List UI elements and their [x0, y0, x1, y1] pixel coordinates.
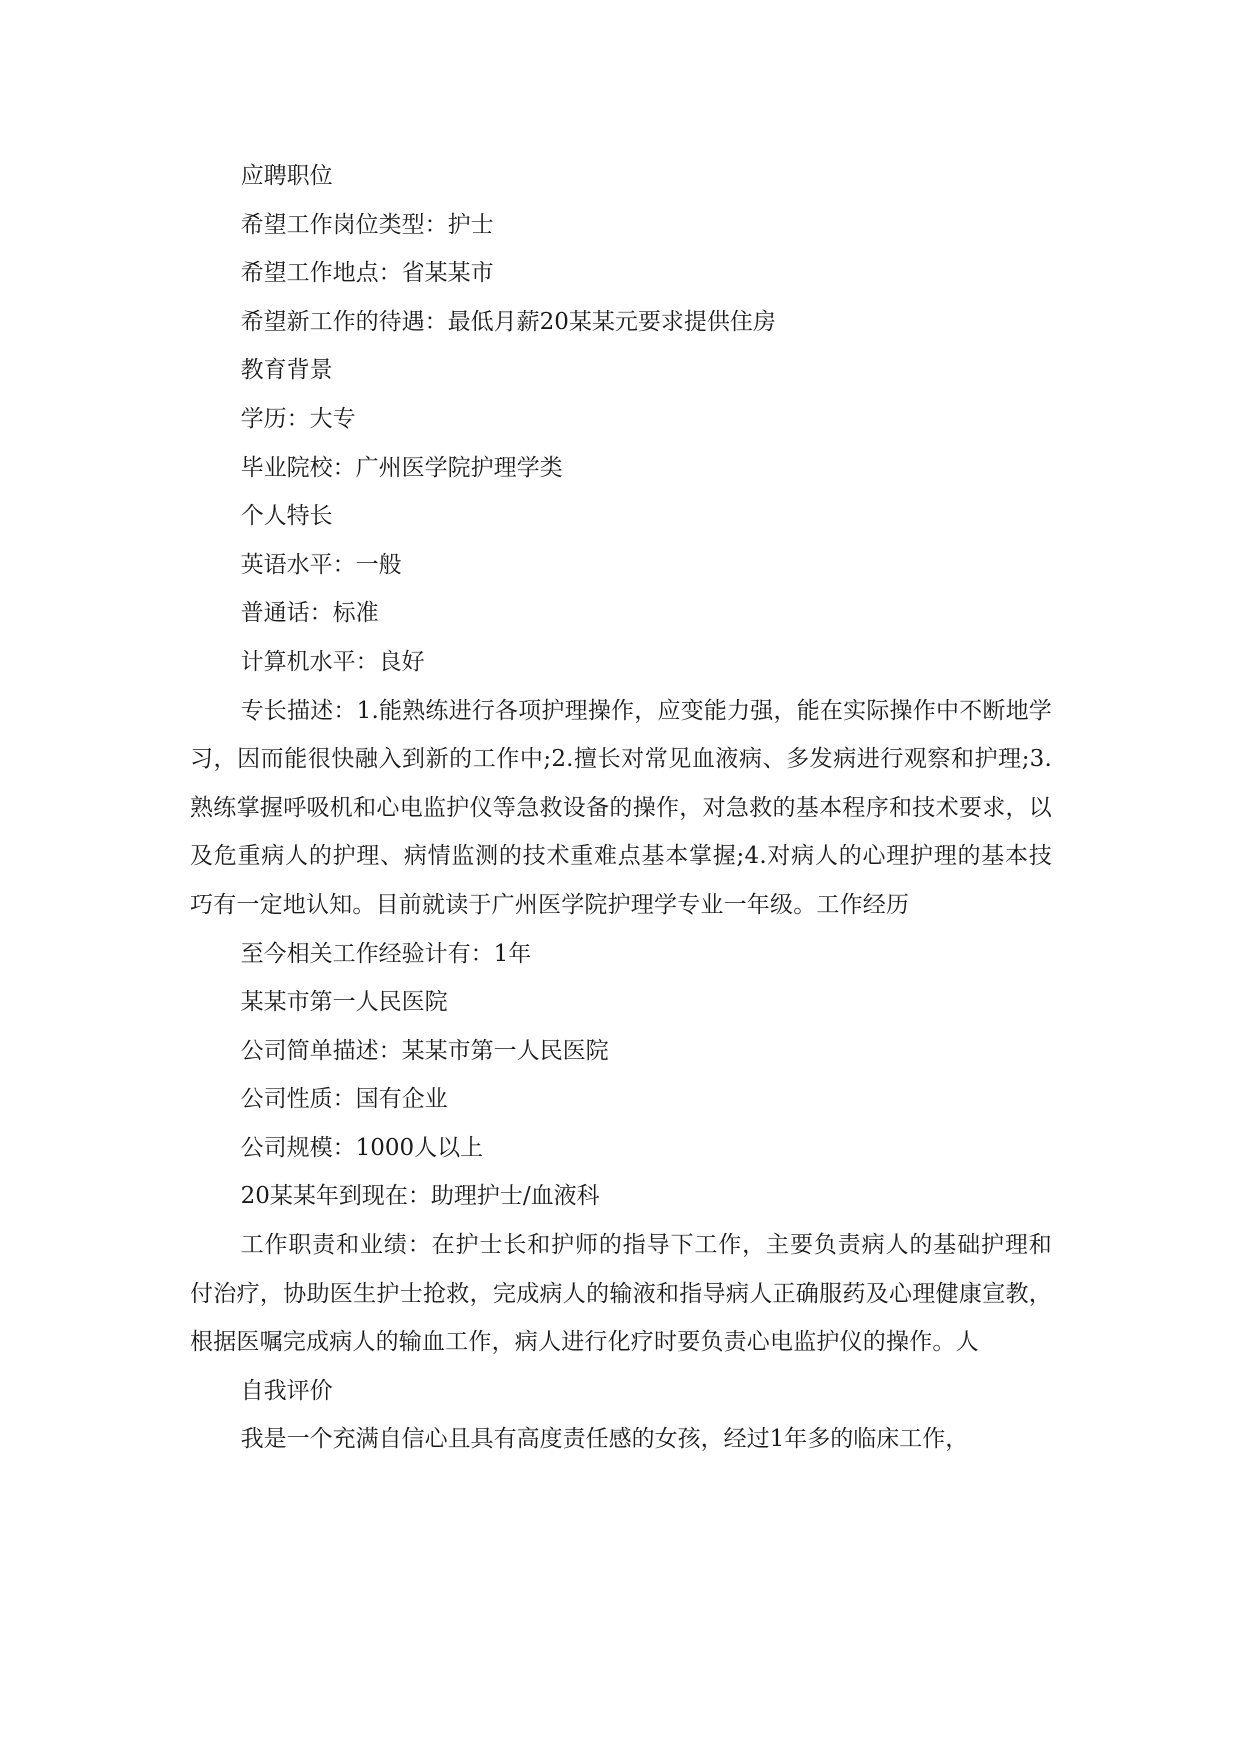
- graduated-school: 毕业院校：广州医学院护理学类: [240, 454, 563, 481]
- employer-name: 某某市第一人民医院: [240, 989, 448, 1016]
- company-type: 公司性质：国有企业: [240, 1086, 448, 1113]
- company-description: 公司简单描述：某某市第一人民医院: [240, 1037, 609, 1064]
- specialty-description: 专长描述：1.能熟练进行各项护理操作，应变能力强，能在实际操作中不断地学习，因而能很快融入到新的工作中;2.擅长对常见血液病、多发病进行观察和护理;3.熟练掌握呼吸机和心电监护仪等急救设备的操作，对急救的基本程序和技术要求，以及危重病人的护理、病情监测的技术重难点基本掌握;4.对病人的心理护理的基本技巧有一定地认知。目前就读于广州医学院护理学专业一年级。工作经历: [190, 697, 1052, 918]
- experience-years: 至今相关工作经验计有：1年: [240, 940, 532, 967]
- desired-job-type: 希望工作岗位类型：护士: [240, 211, 494, 238]
- computer-level: 计算机水平：良好: [240, 648, 425, 675]
- self-evaluation-text: 我是一个充满自信心且具有高度责任感的女孩，经过1年多的临床工作，: [240, 1426, 969, 1453]
- heading-applied-position: 应聘职位: [240, 163, 333, 189]
- resume-body: [190, 152, 1052, 1464]
- heading-self-evaluation: 自我评价: [240, 1377, 333, 1404]
- education-degree: 学历：大专: [240, 405, 356, 432]
- company-size: 公司规模：1000人以上: [240, 1134, 484, 1161]
- english-level: 英语水平：一般: [240, 551, 402, 578]
- heading-education: 教育背景: [240, 357, 333, 384]
- desired-salary: 希望新工作的待遇：最低月薪20某某元要求提供住房: [240, 308, 776, 335]
- desired-location: 希望工作地点：省某某市: [240, 260, 494, 287]
- mandarin-level: 普通话：标准: [240, 600, 379, 627]
- heading-skills: 个人特长: [240, 503, 333, 530]
- job-duties: 工作职责和业绩：在护士长和护师的指导下工作，主要负责病人的基础护理和付治疗，协助医生护士抢救，完成病人的输液和指导病人正确服药及心理健康宣教，根据医嘱完成病人的输血工作，病人进行化疗时要负责心电监护仪的操作。人: [190, 1232, 1052, 1356]
- job-period: 20某某年到现在：助理护士/血液科: [240, 1183, 600, 1210]
